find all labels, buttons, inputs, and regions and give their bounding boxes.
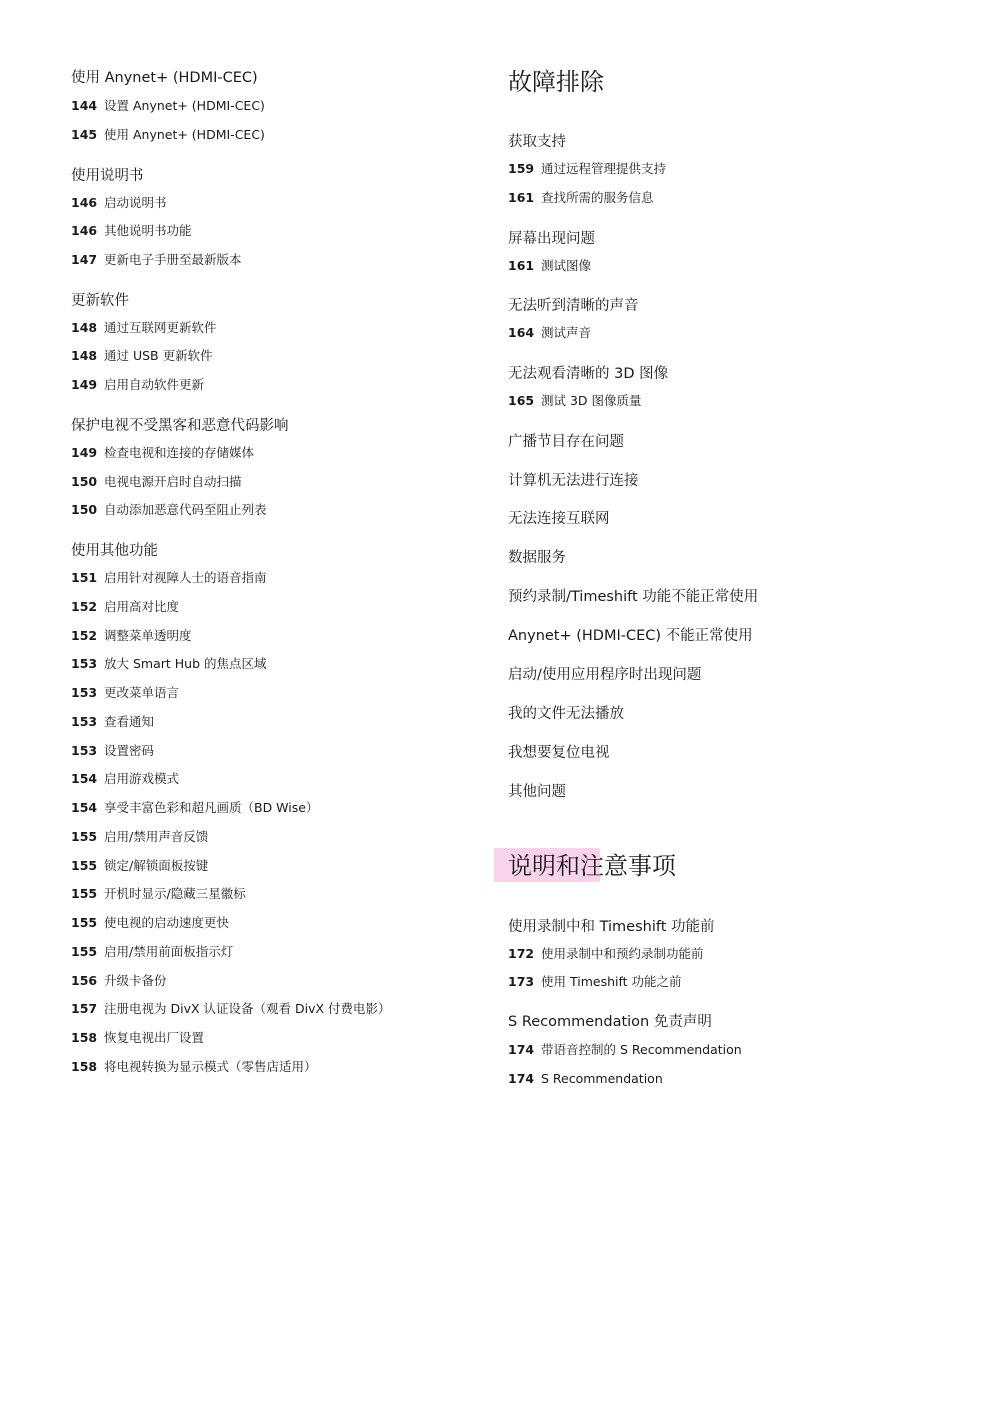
toc-heading-link[interactable]: 数据服务 <box>508 550 566 566</box>
toc-item-link[interactable] <box>71 1029 204 1047</box>
toc-item-label: 更新电子手册至最新版本 <box>104 252 242 267</box>
page-number: 148 <box>71 320 98 335</box>
toc-heading-link[interactable]: 屏幕出现问题 <box>508 231 595 247</box>
toc-item-link[interactable] <box>71 742 154 760</box>
toc-item-label: 启用/禁用声音反馈 <box>104 829 209 844</box>
toc-heading-link[interactable]: 广播节目存在问题 <box>508 434 624 450</box>
toc-heading-link[interactable]: 使用说明书 <box>71 168 144 184</box>
toc-item-link[interactable] <box>71 828 208 846</box>
toc-item-label: 设置 Anynet+ (HDMI-CEC) <box>104 98 265 113</box>
toc-item-label: 启用游戏模式 <box>104 771 180 786</box>
toc-item-link[interactable] <box>71 126 265 144</box>
page-number: 158 <box>71 1030 98 1045</box>
toc-item-link[interactable] <box>508 1041 742 1059</box>
page-number: 153 <box>71 743 98 758</box>
toc-heading-link[interactable]: 无法听到清晰的声音 <box>508 298 639 314</box>
toc-item-label: 使电视的启动速度更快 <box>104 915 230 930</box>
section-title <box>508 66 604 98</box>
toc-item-label: 使用 Timeshift 功能之前 <box>541 974 682 989</box>
toc-item-link[interactable] <box>71 376 204 394</box>
toc-item-link[interactable] <box>71 799 318 817</box>
toc-item-label: 使用录制中和预约录制功能前 <box>541 946 704 961</box>
toc-item-link[interactable] <box>508 160 666 178</box>
toc-item-label: 通过远程管理提供支持 <box>541 161 667 176</box>
page-number: 164 <box>508 325 535 340</box>
toc-item-label: 升级卡备份 <box>104 973 167 988</box>
toc-heading-link[interactable]: Anynet+ (HDMI-CEC) 不能正常使用 <box>508 628 753 644</box>
toc-item-label: 启用自动软件更新 <box>104 377 205 392</box>
toc-item-link[interactable] <box>71 222 192 240</box>
toc-heading-link[interactable]: 使用其他功能 <box>71 543 158 559</box>
page-number: 155 <box>71 944 98 959</box>
toc-item-label: 测试图像 <box>541 258 592 273</box>
page-number: 161 <box>508 190 535 205</box>
toc-item-label: 查看通知 <box>104 714 155 729</box>
toc-item-label: 启用/禁用前面板指示灯 <box>104 944 234 959</box>
toc-item-link[interactable] <box>71 627 192 645</box>
toc-heading-link[interactable]: 启动/使用应用程序时出现问题 <box>508 667 702 683</box>
toc-heading-link[interactable]: 无法连接互联网 <box>508 511 610 527</box>
page-number: 151 <box>71 570 98 585</box>
toc-item-label: 测试声音 <box>541 325 592 340</box>
page-number: 145 <box>71 127 98 142</box>
section-title-text: 故障排除 <box>508 68 604 96</box>
toc-item-link[interactable] <box>71 770 179 788</box>
toc-item-link[interactable] <box>71 97 265 115</box>
toc-item-link[interactable] <box>71 194 167 212</box>
toc-item-link[interactable] <box>71 319 217 337</box>
page-number: 149 <box>71 445 98 460</box>
page-number: 157 <box>71 1001 98 1016</box>
toc-item-link[interactable] <box>508 392 642 410</box>
page-number: 153 <box>71 656 98 671</box>
toc-item-link[interactable] <box>71 347 213 365</box>
page-number: 149 <box>71 377 98 392</box>
page-number: 146 <box>71 195 98 210</box>
toc-item-label: S Recommendation <box>541 1071 663 1086</box>
toc-item-link[interactable] <box>71 598 179 616</box>
section-title-text: 说明和注意事项 <box>508 852 676 880</box>
toc-item-label: 调整菜单透明度 <box>104 628 192 643</box>
toc-heading-link[interactable]: 使用 Anynet+ (HDMI-CEC) <box>71 70 258 86</box>
toc-item-link[interactable] <box>508 189 654 207</box>
page-number: 152 <box>71 599 98 614</box>
toc-item-link[interactable] <box>508 973 682 991</box>
toc-heading-link[interactable]: 保护电视不受黑客和恶意代码影响 <box>71 418 289 434</box>
toc-item-link[interactable] <box>71 684 179 702</box>
toc-heading-link[interactable]: 更新软件 <box>71 293 129 309</box>
toc-item-link[interactable] <box>71 1000 391 1018</box>
toc-item-label: 启用高对比度 <box>104 599 180 614</box>
page-number: 150 <box>71 502 98 517</box>
page-number: 174 <box>508 1042 535 1057</box>
page-number: 172 <box>508 946 535 961</box>
toc-item-label: 注册电视为 DivX 认证设备（观看 DivX 付费电影） <box>104 1001 391 1016</box>
page-number: 153 <box>71 714 98 729</box>
toc-item-link[interactable] <box>71 501 267 519</box>
toc-item-label: 检查电视和连接的存储媒体 <box>104 445 255 460</box>
toc-item-link[interactable] <box>71 1058 317 1076</box>
page-number: 147 <box>71 252 98 267</box>
toc-item-label: 启动说明书 <box>104 195 167 210</box>
page-number: 155 <box>71 915 98 930</box>
toc-heading-link[interactable]: 获取支持 <box>508 134 566 150</box>
page-number: 165 <box>508 393 535 408</box>
page-number: 150 <box>71 474 98 489</box>
toc-item-label: 更改菜单语言 <box>104 685 180 700</box>
page-number: 174 <box>508 1071 535 1086</box>
toc-item-link[interactable] <box>508 257 591 275</box>
toc-item-link[interactable] <box>508 1070 663 1088</box>
page-number: 156 <box>71 973 98 988</box>
toc-item-link[interactable] <box>508 945 704 963</box>
toc-heading-link[interactable]: 无法观看清晰的 3D 图像 <box>508 366 669 382</box>
toc-item-link[interactable] <box>71 251 242 269</box>
page-number: 155 <box>71 858 98 873</box>
page-number: 153 <box>71 685 98 700</box>
page-number: 159 <box>508 161 535 176</box>
toc-heading-link[interactable]: 我想要复位电视 <box>508 745 610 761</box>
page-number: 155 <box>71 886 98 901</box>
toc-item-link[interactable] <box>71 914 229 932</box>
toc-item-label: 锁定/解锁面板按键 <box>104 858 209 873</box>
page-number: 173 <box>508 974 535 989</box>
toc-heading-link[interactable]: 计算机无法进行连接 <box>508 473 639 489</box>
toc-heading-link[interactable]: 预约录制/Timeshift 功能不能正常使用 <box>508 589 759 605</box>
toc-item-label: 通过互联网更新软件 <box>104 320 217 335</box>
toc-item-link[interactable] <box>71 857 208 875</box>
toc-item-label: 恢复电视出厂设置 <box>104 1030 205 1045</box>
toc-item-link[interactable] <box>71 713 154 731</box>
page-number: 148 <box>71 348 98 363</box>
toc-item-link[interactable] <box>71 885 246 903</box>
toc-item-link[interactable] <box>508 324 591 342</box>
page-number: 154 <box>71 800 98 815</box>
section-title <box>508 850 676 882</box>
toc-item-label: 带语音控制的 S Recommendation <box>541 1042 742 1057</box>
page-number: 152 <box>71 628 98 643</box>
toc-item-link[interactable] <box>71 972 167 990</box>
toc-heading-link[interactable]: 其他问题 <box>508 784 566 800</box>
page-number: 144 <box>71 98 98 113</box>
toc-item-label: 通过 USB 更新软件 <box>104 348 213 363</box>
toc-item-label: 放大 Smart Hub 的焦点区域 <box>104 656 267 671</box>
page-number: 155 <box>71 829 98 844</box>
toc-item-link[interactable] <box>71 943 233 961</box>
toc-item-label: 使用 Anynet+ (HDMI-CEC) <box>104 127 265 142</box>
page-number: 146 <box>71 223 98 238</box>
toc-item-label: 将电视转换为显示模式（零售店适用） <box>104 1059 317 1074</box>
toc-item-label: 启用针对视障人士的语音指南 <box>104 570 267 585</box>
toc-item-link[interactable] <box>71 655 267 673</box>
toc-heading-link[interactable]: S Recommendation 免责声明 <box>508 1014 712 1030</box>
toc-item-label: 测试 3D 图像质量 <box>541 393 642 408</box>
toc-heading-link[interactable]: 使用录制中和 Timeshift 功能前 <box>508 919 715 935</box>
toc-item-label: 查找所需的服务信息 <box>541 190 654 205</box>
toc-item-label: 其他说明书功能 <box>104 223 192 238</box>
page-number: 158 <box>71 1059 98 1074</box>
toc-item-label: 自动添加恶意代码至阻止列表 <box>104 502 267 517</box>
toc-heading-link[interactable]: 我的文件无法播放 <box>508 706 624 722</box>
toc-item-link[interactable] <box>71 444 254 462</box>
toc-item-link[interactable] <box>71 569 267 587</box>
page-number: 154 <box>71 771 98 786</box>
page-number: 161 <box>508 258 535 273</box>
toc-item-label: 享受丰富色彩和超凡画质（BD Wise） <box>104 800 319 815</box>
toc-item-label: 开机时显示/隐藏三星徽标 <box>104 886 246 901</box>
toc-item-label: 电视电源开启时自动扫描 <box>104 474 242 489</box>
toc-item-link[interactable] <box>71 473 242 491</box>
toc-item-label: 设置密码 <box>104 743 155 758</box>
